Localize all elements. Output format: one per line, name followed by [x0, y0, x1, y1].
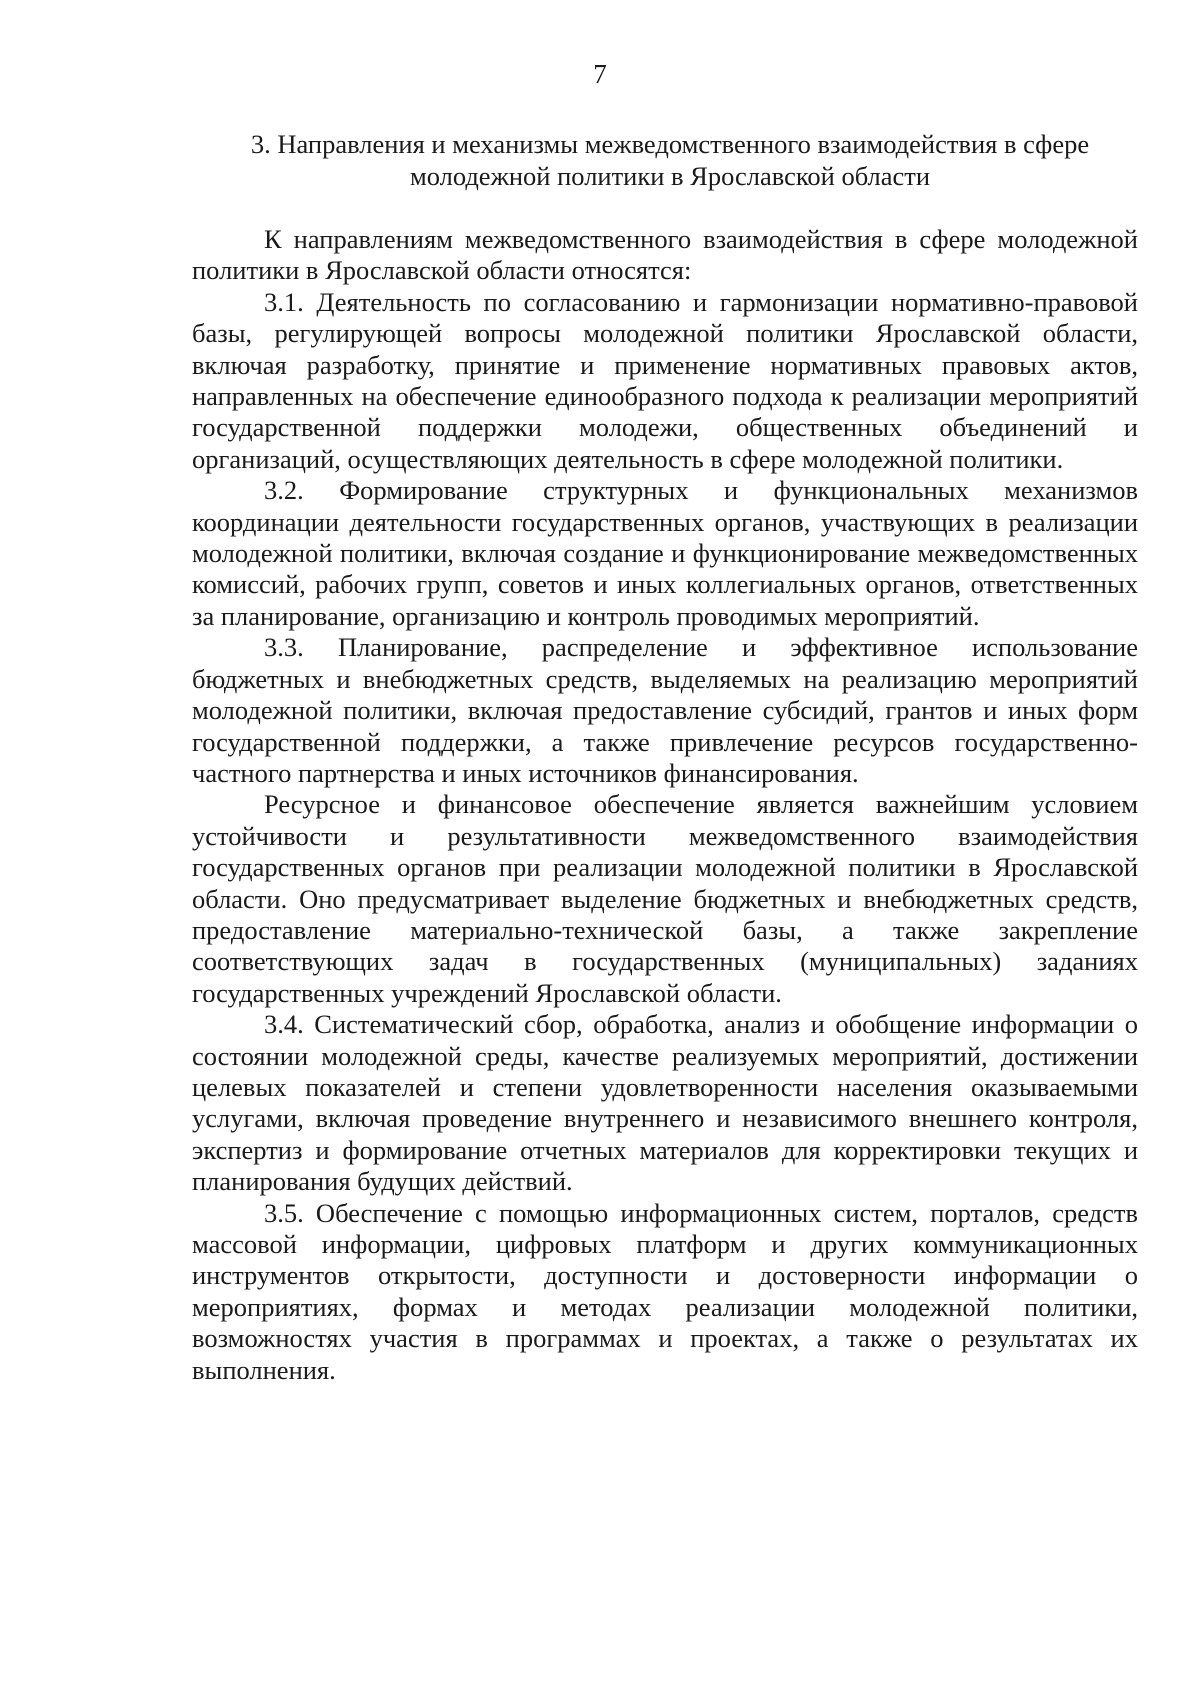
- section-heading: [200, 129, 1140, 192]
- paragraph-3-1: 3.1. Деятельность по согласованию и гармонизации нормативно-правовой базы, регулирующей вопросы молодежной политики Ярославской области, включая разработку, принятие и применение нормативных правовых актов, направленных на обеспечение единообразного подхода к реализации мероприятий государственной поддержки молодежи, общественных объединений и организаций, осуществляющих деятельность в сфере молодежной политики.: [192, 286, 1138, 474]
- page-number: 7: [593, 59, 607, 89]
- intro-paragraph: К направлениям межведомственного взаимодействия в сфере молодежной политики в Ярославской области относятся:: [192, 224, 1138, 286]
- paragraph-3-4: 3.4. Систематический сбор, обработка, анализ и обобщение информации о состоянии молодежной среды, качестве реализуемых мероприятий, достижении целевых показателей и степени удовлетворенности населения оказываемыми услугами, включая проведение внутреннего и независимого внешнего контроля, экспертиз и формирование отчетных материалов для корректировки текущих и планирования будущих действий.: [192, 1009, 1138, 1197]
- paragraph-3-2: 3.2. Формирование структурных и функциональных механизмов координации деятельности государственных органов, участвующих в реализации молодежной политики, включая создание и функционирование межведомственных комиссий, рабочих групп, советов и иных коллегиальных органов, ответственных за планирование, организацию и контроль проводимых мероприятий.: [192, 475, 1138, 631]
- paragraph-3-3: 3.3. Планирование, распределение и эффективное использование бюджетных и внебюджетных средств, выделяемых на реализацию мероприятий молодежной политики, включая предоставление субсидий, грантов и иных форм государственной поддержки, а также привлечение ресурсов государственно-частного партнерства и иных источников финансирования.: [192, 632, 1138, 788]
- section-heading-line-1: 3. Направления и механизмы межведомственного взаимодействия в сфере: [250, 129, 1090, 159]
- paragraph-resources: Ресурсное и финансовое обеспечение является важнейшим условием устойчивости и результативности межведомственного взаимодействия государственных органов при реализации молодежной политики в Ярославской области. Оно предусматривает выделение бюджетных и внебюджетных средств, предоставление материально-технической базы, а также закрепление соответствующих задач в государственных (муниципальных) заданиях государственных учреждений Ярославской области.: [192, 789, 1138, 1008]
- paragraph-3-5: 3.5. Обеспечение с помощью информационных систем, порталов, средств массовой информации, цифровых платформ и других коммуникационных инструментов открытости, доступности и достоверности информации о мероприятиях, формах и методах реализации молодежной политики, возможностях участия в программах и проектах, а также о результатах их выполнения.: [192, 1197, 1138, 1385]
- section-heading-line-2: молодежной политики в Ярославской области: [409, 160, 931, 191]
- document-body: [192, 224, 1138, 1386]
